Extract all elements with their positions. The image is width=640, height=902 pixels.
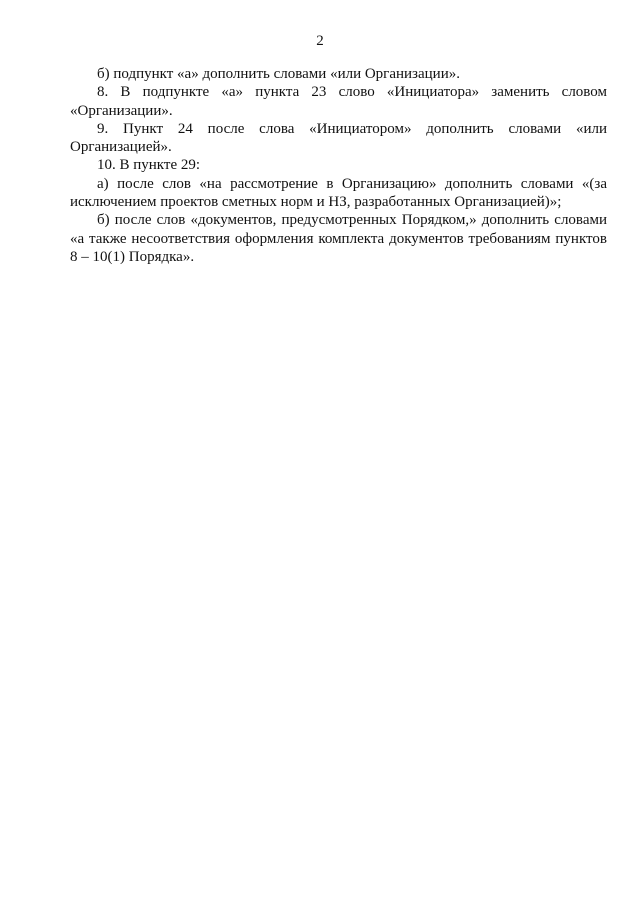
paragraph-item-10-heading: 10. В пункте 29: <box>97 157 201 174</box>
document-body <box>70 65 607 266</box>
paragraph-item-10-a: а) после слов «на рассмотрение в Организацию» дополнить словами «(за исключением проектов сметных норм и НЗ, разработанных Организацией)»; <box>70 175 607 211</box>
paragraph-item-9: 9. Пункт 24 после слова «Инициатором» дополнить словами «или Организацией». <box>70 120 607 156</box>
paragraph-item-10-b: б) после слов «документов, предусмотренных Порядком,» дополнить словами «а также несоответствия оформления комплекта документов требованиям пунктов 8 – 10(1) Порядка». <box>70 212 607 265</box>
page-number: 2 <box>316 33 324 49</box>
paragraph-amend-subpoint-a: б) подпункт «а» дополнить словами «или Организации». <box>97 66 460 82</box>
paragraph-item-8: 8. В подпункте «а» пункта 23 слово «Инициатора» заменить словом «Организации». <box>70 84 607 119</box>
